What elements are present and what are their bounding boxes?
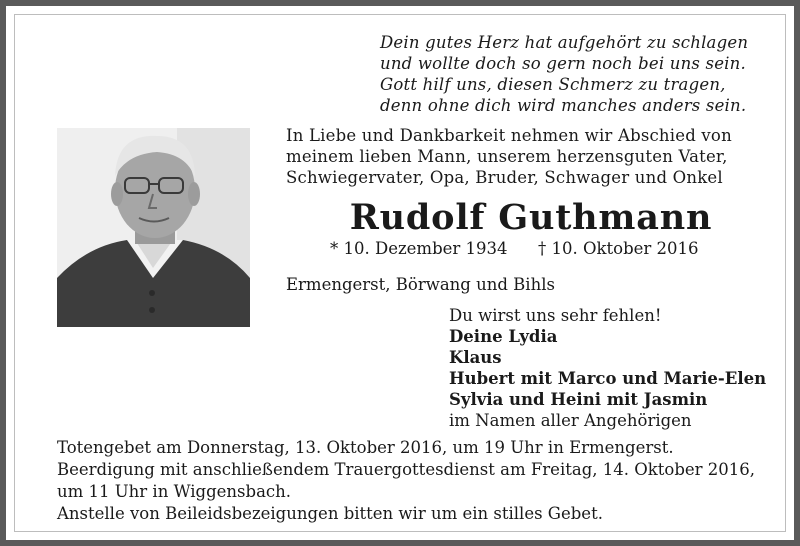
intro-text [286,125,756,188]
family-closing: im Namen aller Angehörigen [449,411,692,430]
footer-line: Anstelle von Beileidsbezeigungen bitten wir um ein stilles Gebet. [57,504,603,523]
footer-line: Totengebet am Donnerstag, 13. Oktober 2016, um 19 Uhr in Ermengerst. [57,438,674,457]
places: Ermengerst, Börwang und Bihls [286,275,555,294]
intro-line: meinem lieben Mann, unserem herzensguten Vater, [286,147,728,166]
poem-line: und wolltе doch so gern noch bei uns sein. [380,54,746,73]
birth-date: * 10. Dezember 1934 [330,239,508,258]
service-info [57,437,777,525]
intro-line: In Liebe und Dankbarkeit nehmen wir Abschied von [286,126,732,145]
family-member: Deine Lydia [449,327,558,346]
portrait-photo [57,128,250,327]
portrait-illustration [57,128,250,327]
poem-line: denn ohne dich wird manches anders sein. [380,96,747,115]
family-member: Klaus [449,348,502,367]
poem-line: Gott hilf uns, diesen Schmerz zu tragen, [380,75,726,94]
family-signatures [449,305,779,431]
footer-line: Beerdigung mit anschließendem Trauergottesdienst am Freitag, 14. Oktober 2016, [57,460,756,479]
poem [380,32,780,116]
death-date: † 10. Oktober 2016 [538,239,699,258]
intro-line: Schwiegervater, Opa, Bruder, Schwager und Onkel [286,168,723,187]
poem-line: Dein gutes Herz hat aufgehört zu schlagen [380,33,749,52]
footer-line: um 11 Uhr in Wiggensbach. [57,482,292,501]
family-member: Hubert mit Marco und Marie-Elen [449,369,767,388]
family-member: Sylvia und Heini mit Jasmin [449,390,708,409]
family-lead: Du wirst uns sehr fehlen! [449,306,662,325]
deceased-name: Rudolf Guthmann [349,197,713,238]
